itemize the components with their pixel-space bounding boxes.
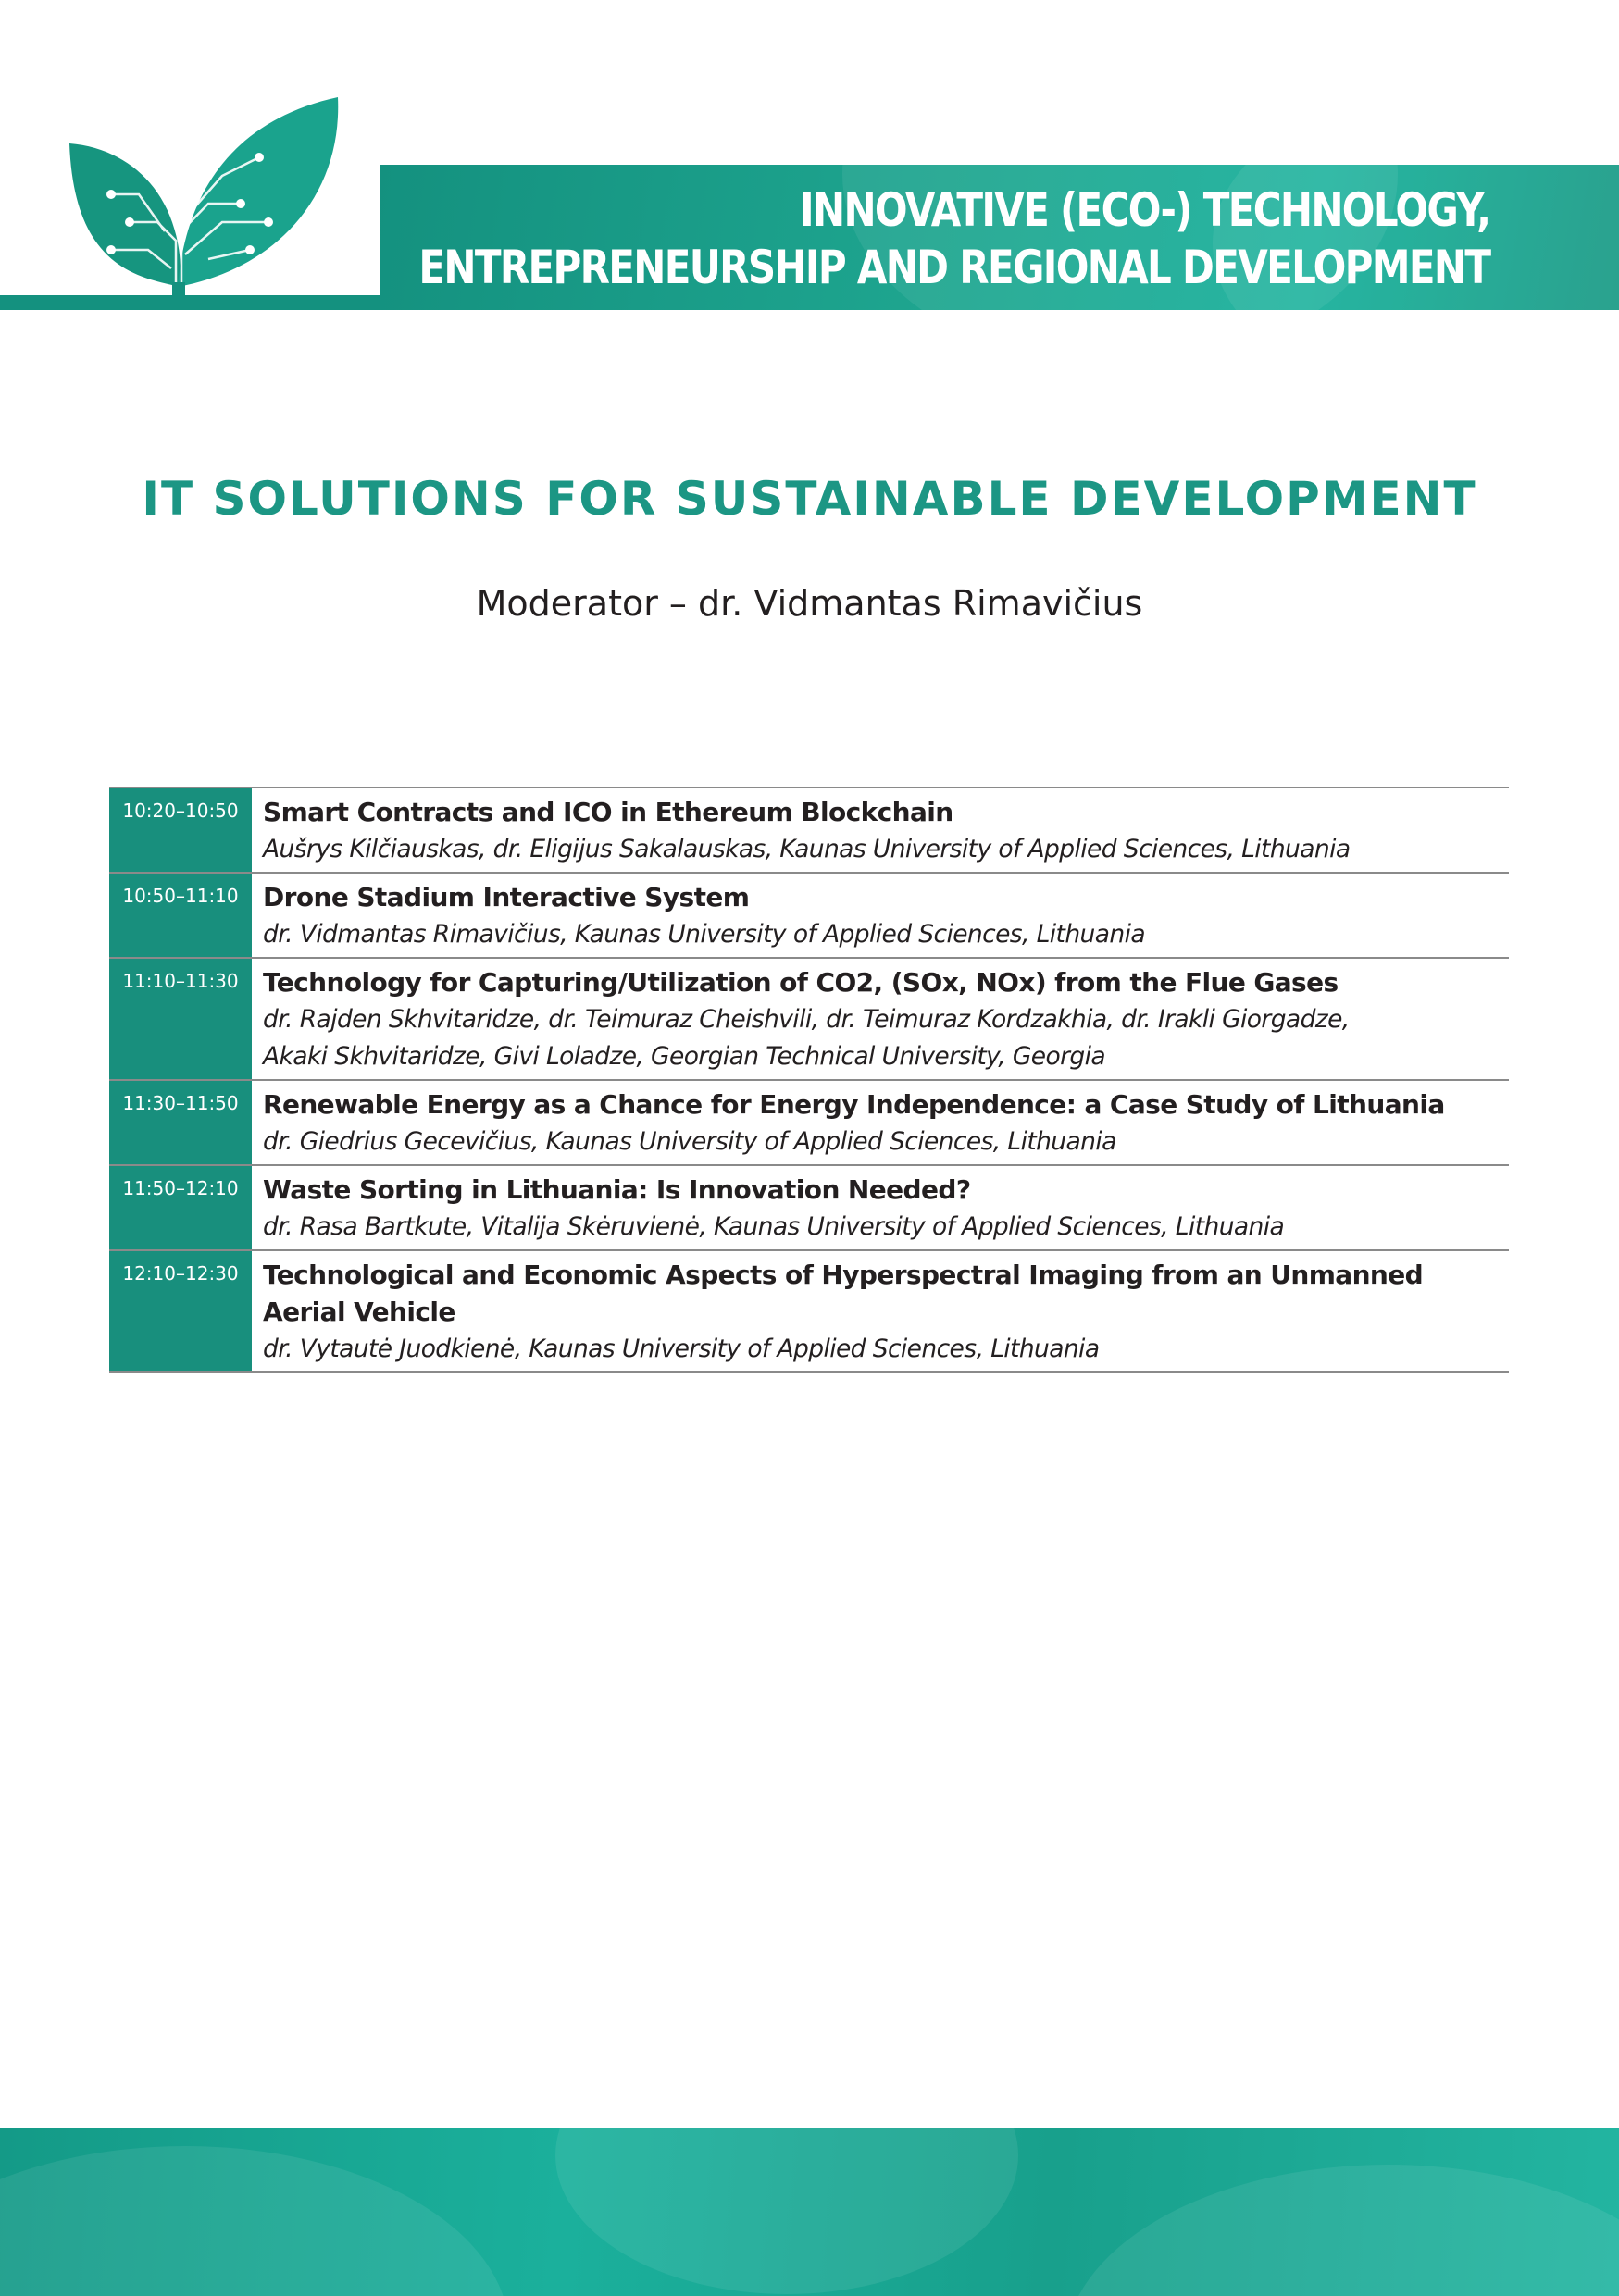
moderator-line: Moderator – dr. Vidmantas Rimavičius	[476, 583, 1143, 624]
talk-details	[252, 1166, 1509, 1249]
schedule-row	[109, 874, 1509, 959]
time-slot: 10:20–10:50	[109, 788, 252, 872]
conference-title-line-2: ENTREPRENEURSHIP AND REGIONAL DEVELOPMENT	[418, 241, 1489, 294]
header-banner	[380, 165, 1619, 310]
section-title: IT SOLUTIONS FOR SUSTAINABLE DEVELOPMENT	[142, 472, 1477, 526]
schedule-row	[109, 1251, 1509, 1373]
talk-details	[252, 1081, 1509, 1164]
talk-authors: dr. Rajden Skhvitaridze, dr. Teimuraz Cheishvili, dr. Teimuraz Kordzakhia, dr. Irakli Giorgadze,	[263, 1005, 1350, 1034]
leaf-circuit-logo-icon	[0, 93, 380, 310]
time-slot: 10:50–11:10	[109, 874, 252, 957]
logo-base-strip	[0, 295, 380, 310]
talk-authors: dr. Rasa Bartkute, Vitalija Skėruvienė, Kaunas University of Applied Sciences, Lithuania	[263, 1212, 1285, 1241]
time-slot: 11:10–11:30	[109, 959, 252, 1079]
talk-authors: dr. Giedrius Gecevičius, Kaunas University of Applied Sciences, Lithuania	[263, 1127, 1116, 1156]
talk-details	[252, 874, 1509, 957]
time-slot: 11:50–12:10	[109, 1166, 252, 1249]
time-slot: 11:30–11:50	[109, 1081, 252, 1164]
talk-details	[252, 959, 1509, 1079]
talk-details	[252, 788, 1509, 872]
talk-title: Technological and Economic Aspects of Hyperspectral Imaging from an Unmanned Aerial Vehicle	[263, 1260, 1424, 1327]
schedule-row	[109, 959, 1509, 1081]
talk-title: Smart Contracts and ICO in Ethereum Blockchain	[263, 797, 953, 827]
schedule-row	[109, 787, 1509, 874]
talk-title: Technology for Capturing/Utilization of CO2, (SOx, NOx) from the Flue Gases	[263, 967, 1339, 998]
talk-title: Waste Sorting in Lithuania: Is Innovation Needed?	[263, 1174, 971, 1205]
talk-authors: Akaki Skhvitaridze, Givi Loladze, Georgian Technical University, Georgia	[263, 1042, 1106, 1071]
talk-authors: dr. Vytautė Juodkienė, Kaunas University of Applied Sciences, Lithuania	[263, 1334, 1100, 1363]
talk-authors: dr. Vidmantas Rimavičius, Kaunas University of Applied Sciences, Lithuania	[263, 920, 1145, 949]
footer-banner	[0, 2128, 1619, 2296]
conference-title-line-1: INNOVATIVE (ECO-) TECHNOLOGY,	[799, 183, 1489, 237]
talk-details	[252, 1251, 1509, 1371]
time-slot: 12:10–12:30	[109, 1251, 252, 1371]
talk-authors: Aušrys Kilčiauskas, dr. Eligijus Sakalauskas, Kaunas University of Applied Sciences, Lithuania	[263, 835, 1351, 863]
schedule-table	[109, 787, 1509, 1373]
schedule-row	[109, 1166, 1509, 1251]
talk-title: Drone Stadium Interactive System	[263, 882, 750, 912]
schedule-row	[109, 1081, 1509, 1166]
talk-title: Renewable Energy as a Chance for Energy Independence: a Case Study of Lithuania	[263, 1089, 1445, 1120]
conference-title	[418, 181, 1489, 296]
